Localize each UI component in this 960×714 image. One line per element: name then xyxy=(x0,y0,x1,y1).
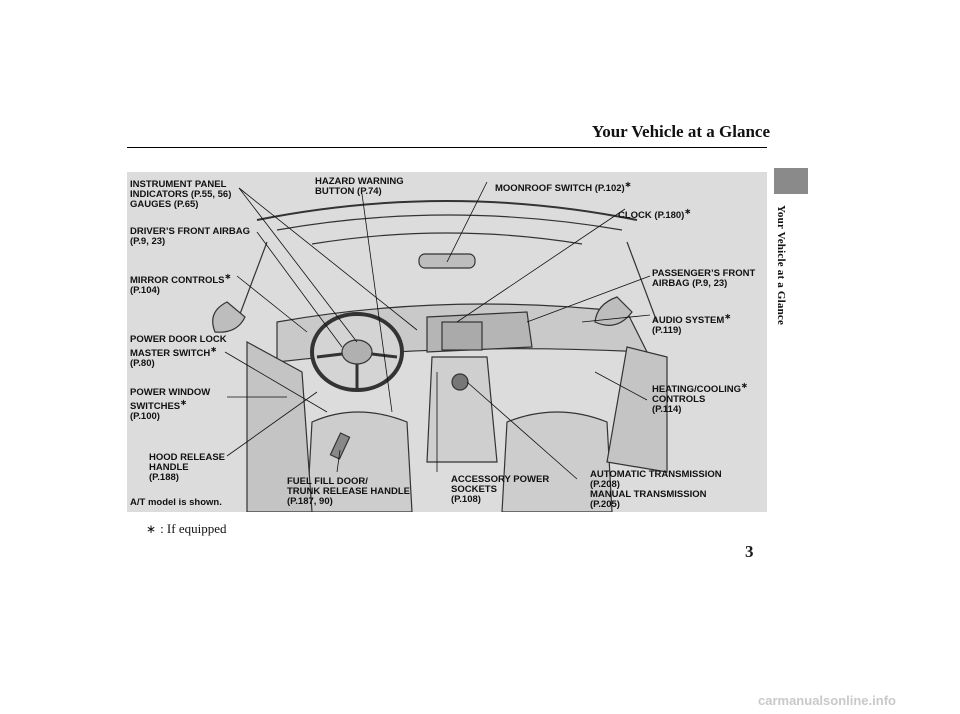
callout-line: CLOCK (P.180) xyxy=(618,210,685,222)
callout-line: TRUNK RELEASE HANDLE xyxy=(287,486,410,497)
model-note: A/T model is shown. xyxy=(130,497,222,508)
section-tab-label: Your Vehicle at a Glance xyxy=(775,205,787,326)
callout-line: (P.9, 23) xyxy=(130,236,166,247)
page-title: Your Vehicle at a Glance xyxy=(591,122,770,141)
callout-line: (P.208) xyxy=(590,479,620,490)
callout-line: AIRBAG (P.9, 23) xyxy=(652,278,728,289)
callout-passengers-airbag xyxy=(652,269,755,289)
callout-line: SWITCHES xyxy=(130,401,181,413)
watermark: carmanualsonline.info xyxy=(758,693,896,708)
title-rule xyxy=(127,147,767,148)
page-number: 3 xyxy=(745,542,754,561)
callout-line: HEATING/COOLING xyxy=(652,384,742,396)
callout-line: MOONROOF SWITCH (P.102) xyxy=(495,183,625,195)
callout-line: GAUGES (P.65) xyxy=(130,199,199,210)
callout-line: BUTTON (P.74) xyxy=(315,186,382,197)
callout-line: (P.100) xyxy=(130,411,160,423)
callout-line: INSTRUMENT PANEL xyxy=(130,179,227,190)
callout-moonroof xyxy=(495,180,631,194)
callout-line: MIRROR CONTROLS xyxy=(130,275,225,287)
equipped-mark: ∗ xyxy=(684,207,691,216)
callout-drivers-airbag xyxy=(130,227,250,247)
equipped-mark: ∗ xyxy=(224,272,232,281)
callout-line: (P.188) xyxy=(149,472,179,483)
equipped-symbol: ∗ xyxy=(146,522,157,536)
callout-heating-cooling xyxy=(652,381,748,415)
equipped-mark: ∗ xyxy=(180,398,187,407)
callout-line: MANUAL TRANSMISSION xyxy=(590,489,707,500)
equipped-mark: ∗ xyxy=(724,312,731,321)
callout-accessory-power xyxy=(451,475,549,505)
callout-line: HANDLE xyxy=(149,462,189,473)
callout-line: INDICATORS (P.55, 56) xyxy=(130,189,232,200)
callout-line: PASSENGER’S FRONT xyxy=(652,268,756,279)
callout-line: (P.114) xyxy=(652,404,682,416)
callout-line: (P.205) xyxy=(590,499,620,510)
equipped-mark: ∗ xyxy=(624,180,632,189)
equipped-mark: ∗ xyxy=(741,381,748,390)
callout-line: MASTER SWITCH xyxy=(130,348,211,360)
callout-line: HOOD RELEASE xyxy=(149,452,226,463)
equipped-mark: ∗ xyxy=(210,345,217,354)
callout-instrument-panel xyxy=(130,180,231,210)
callout-hood-release xyxy=(149,453,225,483)
callout-line: HAZARD WARNING xyxy=(315,176,404,187)
callout-line: AUTOMATIC TRANSMISSION xyxy=(590,469,722,480)
callout-line: (P.104) xyxy=(130,285,160,297)
callout-line: POWER DOOR LOCK xyxy=(130,334,227,345)
callout-line: (P.108) xyxy=(451,494,481,505)
callout-line: DRIVER’S FRONT AIRBAG xyxy=(130,226,250,237)
footnote-text: : If equipped xyxy=(160,521,227,536)
callout-line: CONTROLS xyxy=(652,394,706,406)
callout-line: POWER WINDOW xyxy=(130,387,211,398)
callout-power-door-lock xyxy=(130,335,227,369)
callout-transmission xyxy=(590,470,722,510)
section-tab xyxy=(774,168,808,194)
callout-line: (P.187, 90) xyxy=(287,496,333,507)
callout-line: (P.80) xyxy=(130,358,155,370)
callout-power-window xyxy=(130,388,210,422)
callout-clock xyxy=(618,207,691,221)
callout-line: SOCKETS xyxy=(451,484,497,495)
callout-line: (P.119) xyxy=(652,325,682,337)
footnote xyxy=(146,521,226,537)
callout-mirror-controls xyxy=(130,272,231,296)
callout-fuel-fill xyxy=(287,477,410,507)
callout-audio-system xyxy=(652,312,731,336)
callout-hazard-warning xyxy=(315,177,404,197)
dashboard-figure xyxy=(127,172,767,512)
callout-line: AUDIO SYSTEM xyxy=(652,315,725,327)
callout-line: ACCESSORY POWER xyxy=(451,474,550,485)
callout-line: FUEL FILL DOOR/ xyxy=(287,476,368,487)
